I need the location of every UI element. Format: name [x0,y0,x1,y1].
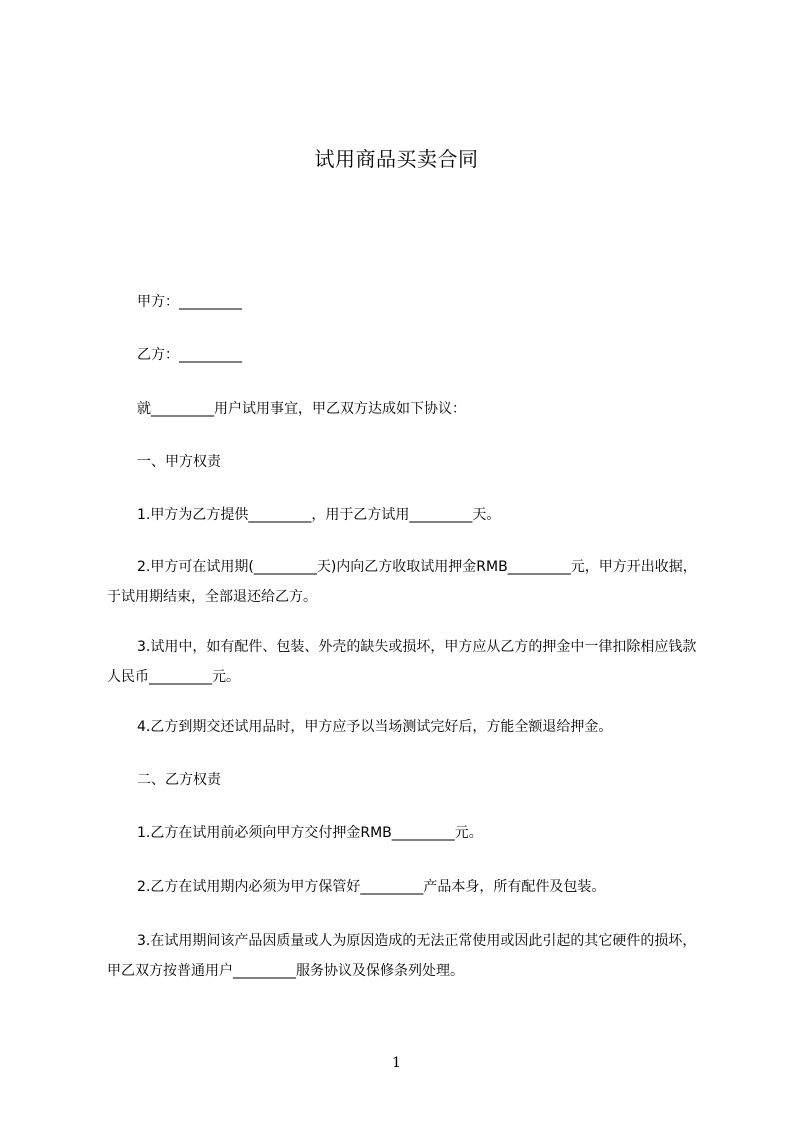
section2-item-1: 1.乙方在试用前必须向甲方交付押金RMB_________元。 [137,825,483,841]
section1-item-4: 4.乙方到期交还试用品时，甲方应予以当场测试完好后，方能全额退给押金。 [137,719,613,735]
section2-item-3: 3.在试用期间该产品因质量或人为原因造成的无法正常使用或因此引起的其它硬件的损坏，甲乙双方按普通用户_________服务协议及保修条列处理。 [107,933,697,979]
section1-item-2: 2.甲方可在试用期(_________天)内向乙方收取试用押金RMB_________元，甲方开出收据，于试用期结束，全部退还给乙方。 [107,559,697,605]
section2-item-2: 2.乙方在试用期内必须为甲方保管好_________产品本身，所有配件及包装。 [137,879,606,895]
party-a-line: 甲方：_________ [137,294,242,310]
section1-heading: 一、甲方权责 [137,454,221,470]
document-title: 试用商品买卖合同 [314,147,479,171]
section1-item-1: 1.甲方为乙方提供_________，用于乙方试用_________天。 [137,507,501,523]
party-b-line: 乙方：_________ [137,347,242,363]
section2-heading: 二、乙方权责 [137,772,221,788]
page-number: 1 [392,1055,401,1071]
intro-paragraph: 就_________用户试用事宜，甲乙双方达成如下协议： [137,401,466,417]
section1-item-3: 3.试用中，如有配件、包装、外壳的缺失或损坏，甲方应从乙方的押金中一律扣除相应钱款人民币_________元。 [107,639,697,685]
